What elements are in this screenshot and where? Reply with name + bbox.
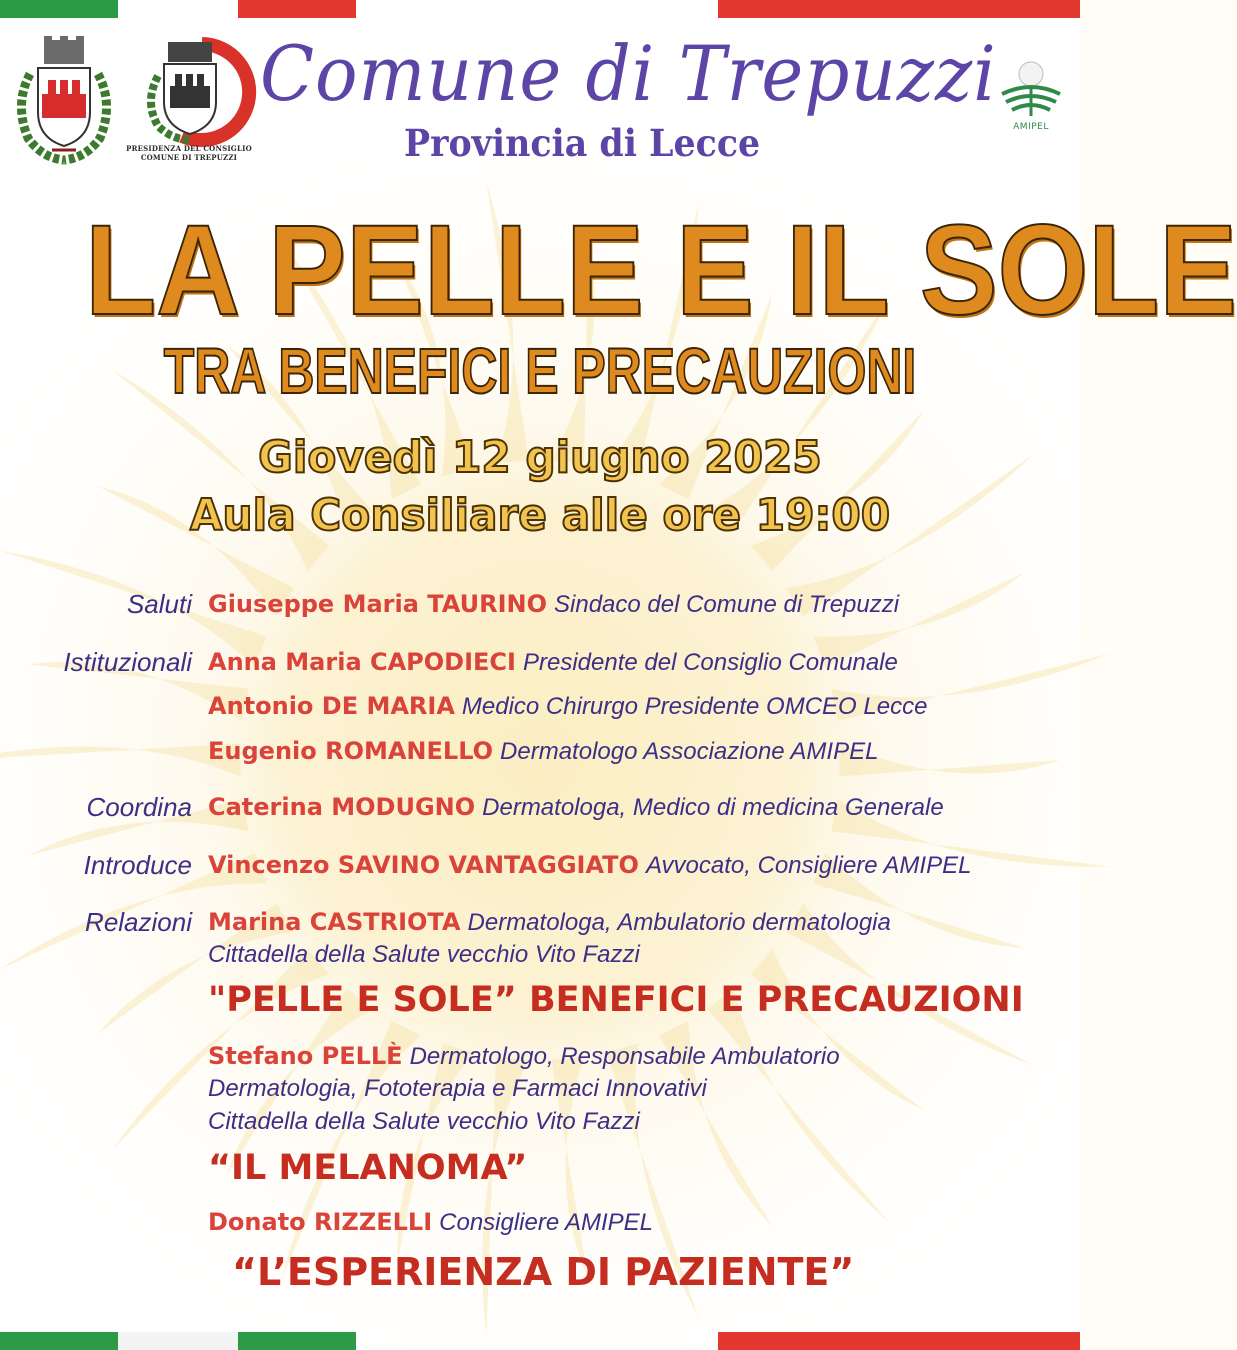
label-relazioni: Relazioni (85, 907, 192, 937)
speaker-role: Sindaco del Comune di Trepuzzi (554, 591, 900, 618)
speaker-pelle (208, 1041, 840, 1072)
flag-bar-top-left (0, 0, 356, 18)
speaker-name: Antonio DE MARIA (208, 692, 455, 720)
event-venue: Aula Consiliare alle ore 19:00 (189, 490, 891, 541)
talk-title-esperienza: “L’ESPERIENZA DI PAZIENTE” (232, 1250, 855, 1294)
speaker-name: Stefano PELLÈ (208, 1042, 403, 1070)
speaker-role: Medico Chirurgo Presidente OMCEO Lecce (461, 693, 928, 720)
speaker-name: Caterina MODUGNO (208, 793, 476, 821)
speaker-capodieci (208, 647, 898, 678)
speaker-name: Eugenio ROMANELLO (208, 737, 494, 765)
speaker-name: Donato RIZZELLI (208, 1208, 433, 1236)
flag-bar-bottom-left (0, 1332, 356, 1350)
speaker-role: Dermatologa, Ambulatorio dermatologia (467, 909, 891, 936)
talk-title-pelle-e-sole: "PELLE E SOLE” BENEFICI E PRECAUZIONI (208, 980, 1024, 1020)
event-subtitle: TRA BENEFICI E PRECAUZIONI (163, 335, 917, 407)
speaker-role: Dermatologo Associazione AMIPEL (500, 738, 879, 765)
speaker-role: Presidente del Consiglio Comunale (522, 649, 898, 676)
flag-bar-bottom-right (718, 1332, 1080, 1350)
label-introduce: Introduce (83, 850, 192, 880)
council-crest-icon (142, 36, 254, 142)
province-name: Provincia di Lecce (404, 121, 761, 165)
speaker-de-maria (208, 691, 927, 722)
event-title: LA PELLE E IL SOLE (85, 199, 1237, 342)
council-caption-line2: COMUNE DI TREPUZZI (140, 153, 238, 162)
speaker-name: Vincenzo SAVINO VANTAGGIATO (208, 851, 639, 879)
flag-bar-top-right (718, 0, 1080, 18)
speaker-role-continued: Dermatologia, Fototerapia e Farmaci Innovativi (208, 1075, 707, 1102)
speaker-name: Marina CASTRIOTA (208, 908, 461, 936)
council-caption-line1: PRESIDENZA DEL CONSIGLIO (126, 144, 252, 153)
speaker-name: Giuseppe Maria TAURINO (208, 590, 547, 618)
speaker-role-continued: Cittadella della Salute vecchio Vito Fazzi (208, 941, 640, 968)
speaker-role: Dermatologo, Responsabile Ambulatorio (409, 1043, 840, 1070)
speaker-role-continued: Cittadella della Salute vecchio Vito Fazzi (208, 1108, 640, 1135)
speaker-name: Anna Maria CAPODIECI (208, 648, 516, 676)
label-coordina: Coordina (86, 792, 192, 822)
speaker-savino (208, 850, 971, 881)
talk-title-melanoma: “IL MELANOMA” (208, 1148, 528, 1188)
speaker-castriota (208, 907, 891, 938)
speaker-role: Dermatologa, Medico di medicina Generale (482, 794, 944, 821)
speaker-taurino (208, 589, 899, 620)
amipel-label: AMIPEL (1013, 122, 1049, 132)
label-istituzionali: Istituzionali (63, 647, 192, 677)
speaker-rizzelli (208, 1207, 653, 1238)
speaker-romanello (208, 736, 878, 767)
label-saluti: Saluti (126, 589, 192, 619)
town-name: Comune di Trepuzzi (260, 29, 997, 118)
speaker-role: Consigliere AMIPEL (439, 1209, 654, 1236)
town-crest-icon (8, 34, 120, 164)
event-date: Giovedì 12 giugno 2025 (258, 432, 822, 483)
speaker-role: Avvocato, Consigliere AMIPEL (645, 852, 972, 879)
speaker-modugno (208, 792, 944, 823)
